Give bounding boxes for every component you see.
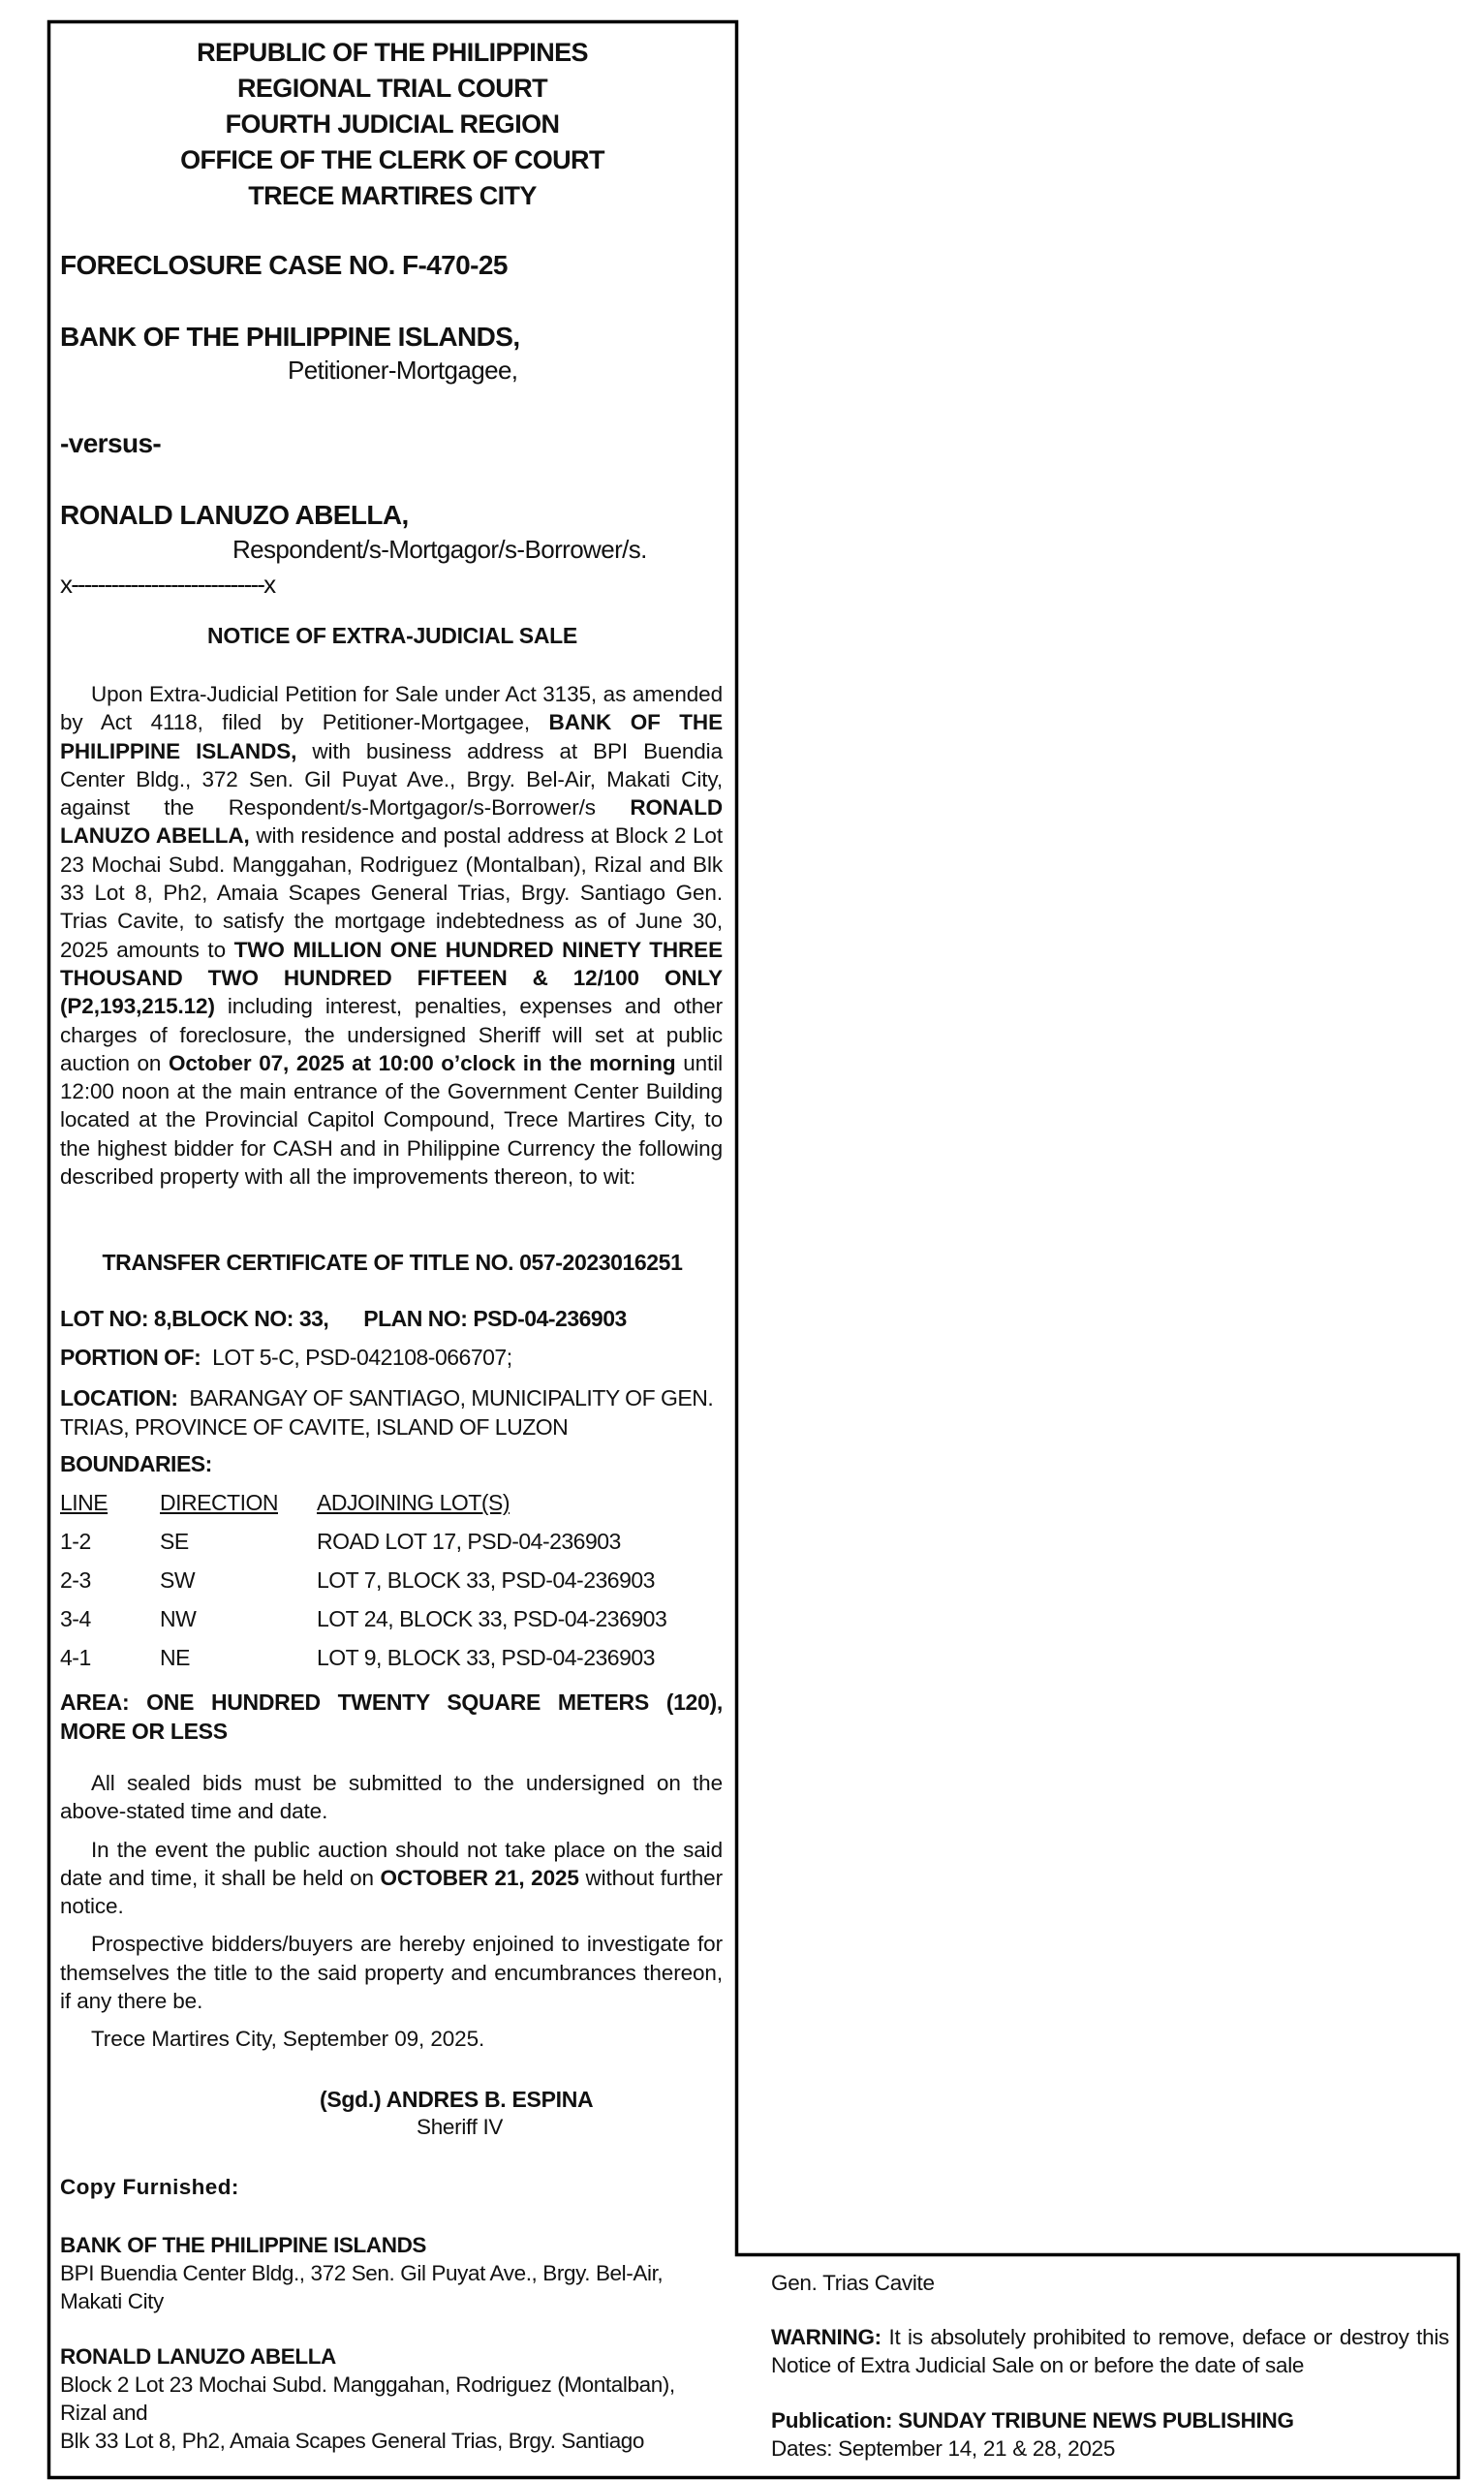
auction-date-bold: October 07, 2025 at 10:00 o’clock in the morning — [168, 1050, 676, 1075]
petitioner-role: Petitioner-Mortgagee, — [288, 356, 518, 385]
versus-label: -versus- — [60, 428, 162, 458]
copy-furnished-label: Copy Furnished: — [60, 2175, 239, 2199]
table-row — [60, 1567, 723, 1606]
place-date: Trece Martires City, September 09, 2025. — [91, 2027, 485, 2052]
location-value: BARANGAY OF SANTIAGO, MUNICIPALITY OF GEN. TRIAS, PROVINCE OF CAVITE, ISLAND OF LUZON — [60, 1385, 714, 1440]
lot-block-plan — [60, 1306, 723, 1332]
text-run: until 12:00 noon at the main entrance of the Government Center Building located at the Provincial Capitol Compound, Trece Martires City, to the highest bidder for CASH and in Philippine Currency the following described property with all the improvements thereon, to wit: — [60, 1050, 724, 1190]
text-run: with business address at BPI Buendia Center Bldg., 372 Sen. Gil Puyat Ave., Brgy. Bel-Air, Makati City, against the Respondent/s-Mortgagor/s-Borrower/s — [60, 738, 723, 821]
notice-paragraph — [60, 680, 723, 1191]
header-line: TRECE MARTIRES CITY — [248, 181, 537, 210]
warning-label: WARNING: — [771, 2325, 881, 2349]
cell-direction: SE — [160, 1529, 189, 1554]
table-row — [60, 1529, 723, 1567]
court-header — [48, 35, 736, 214]
recipient-name: RONALD LANUZO ABELLA — [60, 2344, 336, 2369]
closing-paragraphs — [60, 1769, 723, 2054]
publication-info — [771, 2406, 1449, 2463]
reschedule-date-bold: OCTOBER 21, 2025 — [380, 1865, 579, 1890]
publication-label: Publication: — [771, 2408, 893, 2433]
cell-line: 2-3 — [60, 1567, 91, 1593]
table-row — [60, 1645, 723, 1684]
respondent-role: Respondent/s-Mortgagor/s-Borrower/s. — [232, 535, 647, 564]
header-line: OFFICE OF THE CLERK OF COURT — [180, 145, 604, 174]
column-header: DIRECTION — [160, 1490, 278, 1515]
warning-text: It is absolutely prohibited to remove, deface or destroy this Notice of Extra Judicial Sale on or before the date of sale — [771, 2325, 1449, 2377]
notice-title: NOTICE OF EXTRA-JUDICIAL SALE — [207, 623, 577, 648]
recipient-bpi — [60, 2231, 723, 2315]
publisher-name: SUNDAY TRIBUNE NEWS PUBLISHING — [892, 2408, 1294, 2433]
text-run: In the event the public auction should not take place on the said date and time, it shall be held on — [60, 1837, 723, 1890]
header-line: REPUBLIC OF THE PHILIPPINES — [197, 38, 588, 67]
boundaries-header-row — [60, 1490, 723, 1529]
signatory-name: (Sgd.) ANDRES B. ESPINA — [320, 2087, 594, 2112]
respondent-bold: RONALD LANUZO ABELLA, — [60, 795, 723, 849]
portion-value: LOT 5-C, PSD-042108-066707; — [212, 1345, 512, 1370]
respondent-name: RONALD LANUZO ABELLA, — [60, 500, 409, 530]
text-run: without further notice. — [60, 1865, 723, 1919]
cell-adjoining: LOT 24, BLOCK 33, PSD-04-236903 — [317, 1606, 667, 1631]
recipient-name: BANK OF THE PHILIPPINE ISLANDS — [60, 2233, 427, 2257]
boundaries-table — [60, 1490, 723, 1684]
amount-bold: TWO MILLION ONE HUNDRED NINETY THREE THOUSAND TWO HUNDRED FIFTEEN & 12/100 ONLY (P2,193,215.12) — [60, 937, 723, 1019]
petitioner-bold: BANK OF THE PHILIPPINE ISLANDS, — [60, 710, 723, 763]
header-line: REGIONAL TRIAL COURT — [236, 74, 547, 103]
column-header: ADJOINING LOT(S) — [317, 1490, 510, 1515]
recipient-address: Block 2 Lot 23 Mochai Subd. Manggahan, Rodriguez (Montalban), Rizal and — [60, 2372, 675, 2425]
signatory-title: Sheriff IV — [417, 2115, 504, 2139]
recipient-abella — [60, 2342, 723, 2455]
case-number: FORECLOSURE CASE NO. F-470-25 — [60, 250, 508, 280]
portion-of — [60, 1345, 723, 1371]
cell-direction: NE — [160, 1645, 190, 1670]
recipient-address: BPI Buendia Center Bldg., 372 Sen. Gil Puyat Ave., Brgy. Bel-Air, Makati City — [60, 2261, 664, 2313]
location-label: LOCATION: — [60, 1385, 178, 1410]
location — [60, 1383, 723, 1442]
cell-direction: SW — [160, 1567, 196, 1593]
recipient-address-continued: Gen. Trias Cavite — [771, 2271, 935, 2295]
tct-number: TRANSFER CERTIFICATE OF TITLE NO. 057-2023016251 — [102, 1250, 683, 1275]
cell-adjoining: LOT 9, BLOCK 33, PSD-04-236903 — [317, 1645, 655, 1670]
plan-number: PLAN NO: PSD-04-236903 — [363, 1306, 627, 1331]
cell-line: 3-4 — [60, 1606, 91, 1631]
cell-line: 4-1 — [60, 1645, 91, 1670]
lot-block: LOT NO: 8,BLOCK NO: 33, — [60, 1306, 329, 1331]
recipient-address: Blk 33 Lot 8, Ph2, Amaia Scapes General Trias, Brgy. Santiago — [60, 2429, 645, 2453]
cell-adjoining: LOT 7, BLOCK 33, PSD-04-236903 — [317, 1567, 655, 1593]
text-run: with residence and postal address at Block 2 Lot 23 Mochai Subd. Manggahan, Rodriguez (Montalban), Rizal and Blk 33 Lot 8, Ph2, Amaia Scapes General Trias, Brgy. Santiago Gen. Trias Cavite, to satisfy the mortgage indebtedness as of June 30, 2025 amounts to — [60, 823, 724, 962]
cell-direction: NW — [160, 1606, 197, 1631]
prospective-paragraph: Prospective bidders/buyers are hereby enjoined to investigate for themselves the title to the said property and encumbrances thereon, if any there be. — [60, 1932, 723, 2014]
publication-line — [771, 2406, 1449, 2434]
table-row — [60, 1606, 723, 1645]
column-header: LINE — [60, 1490, 108, 1515]
publication-dates: Dates: September 14, 21 & 28, 2025 — [771, 2436, 1116, 2461]
notice-body — [60, 680, 723, 1191]
warning-notice — [771, 2323, 1449, 2379]
caption-separator: x-----------------------------x — [60, 570, 275, 599]
cell-line: 1-2 — [60, 1529, 91, 1554]
text-run: Upon Extra-Judicial Petition for Sale under Act 3135, as amended by Act 4118, filed by Petitioner-Mortgagee, — [60, 682, 723, 735]
petitioner-name: BANK OF THE PHILIPPINE ISLANDS, — [60, 322, 520, 352]
portion-label: PORTION OF: — [60, 1345, 201, 1370]
area: AREA: ONE HUNDRED TWENTY SQUARE METERS (120), MORE OR LESS — [60, 1690, 723, 1744]
boundaries-label: BOUNDARIES: — [60, 1451, 212, 1476]
header-line: FOURTH JUDICIAL REGION — [225, 109, 560, 139]
text-run: including interest, penalties, expenses and other charges of foreclosure, the undersigned Sheriff will set at public auction on — [60, 994, 723, 1075]
reschedule-paragraph — [60, 1836, 723, 1921]
bids-paragraph: All sealed bids must be submitted to the undersigned on the above-stated time and date. — [60, 1771, 723, 1824]
cell-adjoining: ROAD LOT 17, PSD-04-236903 — [317, 1529, 621, 1554]
